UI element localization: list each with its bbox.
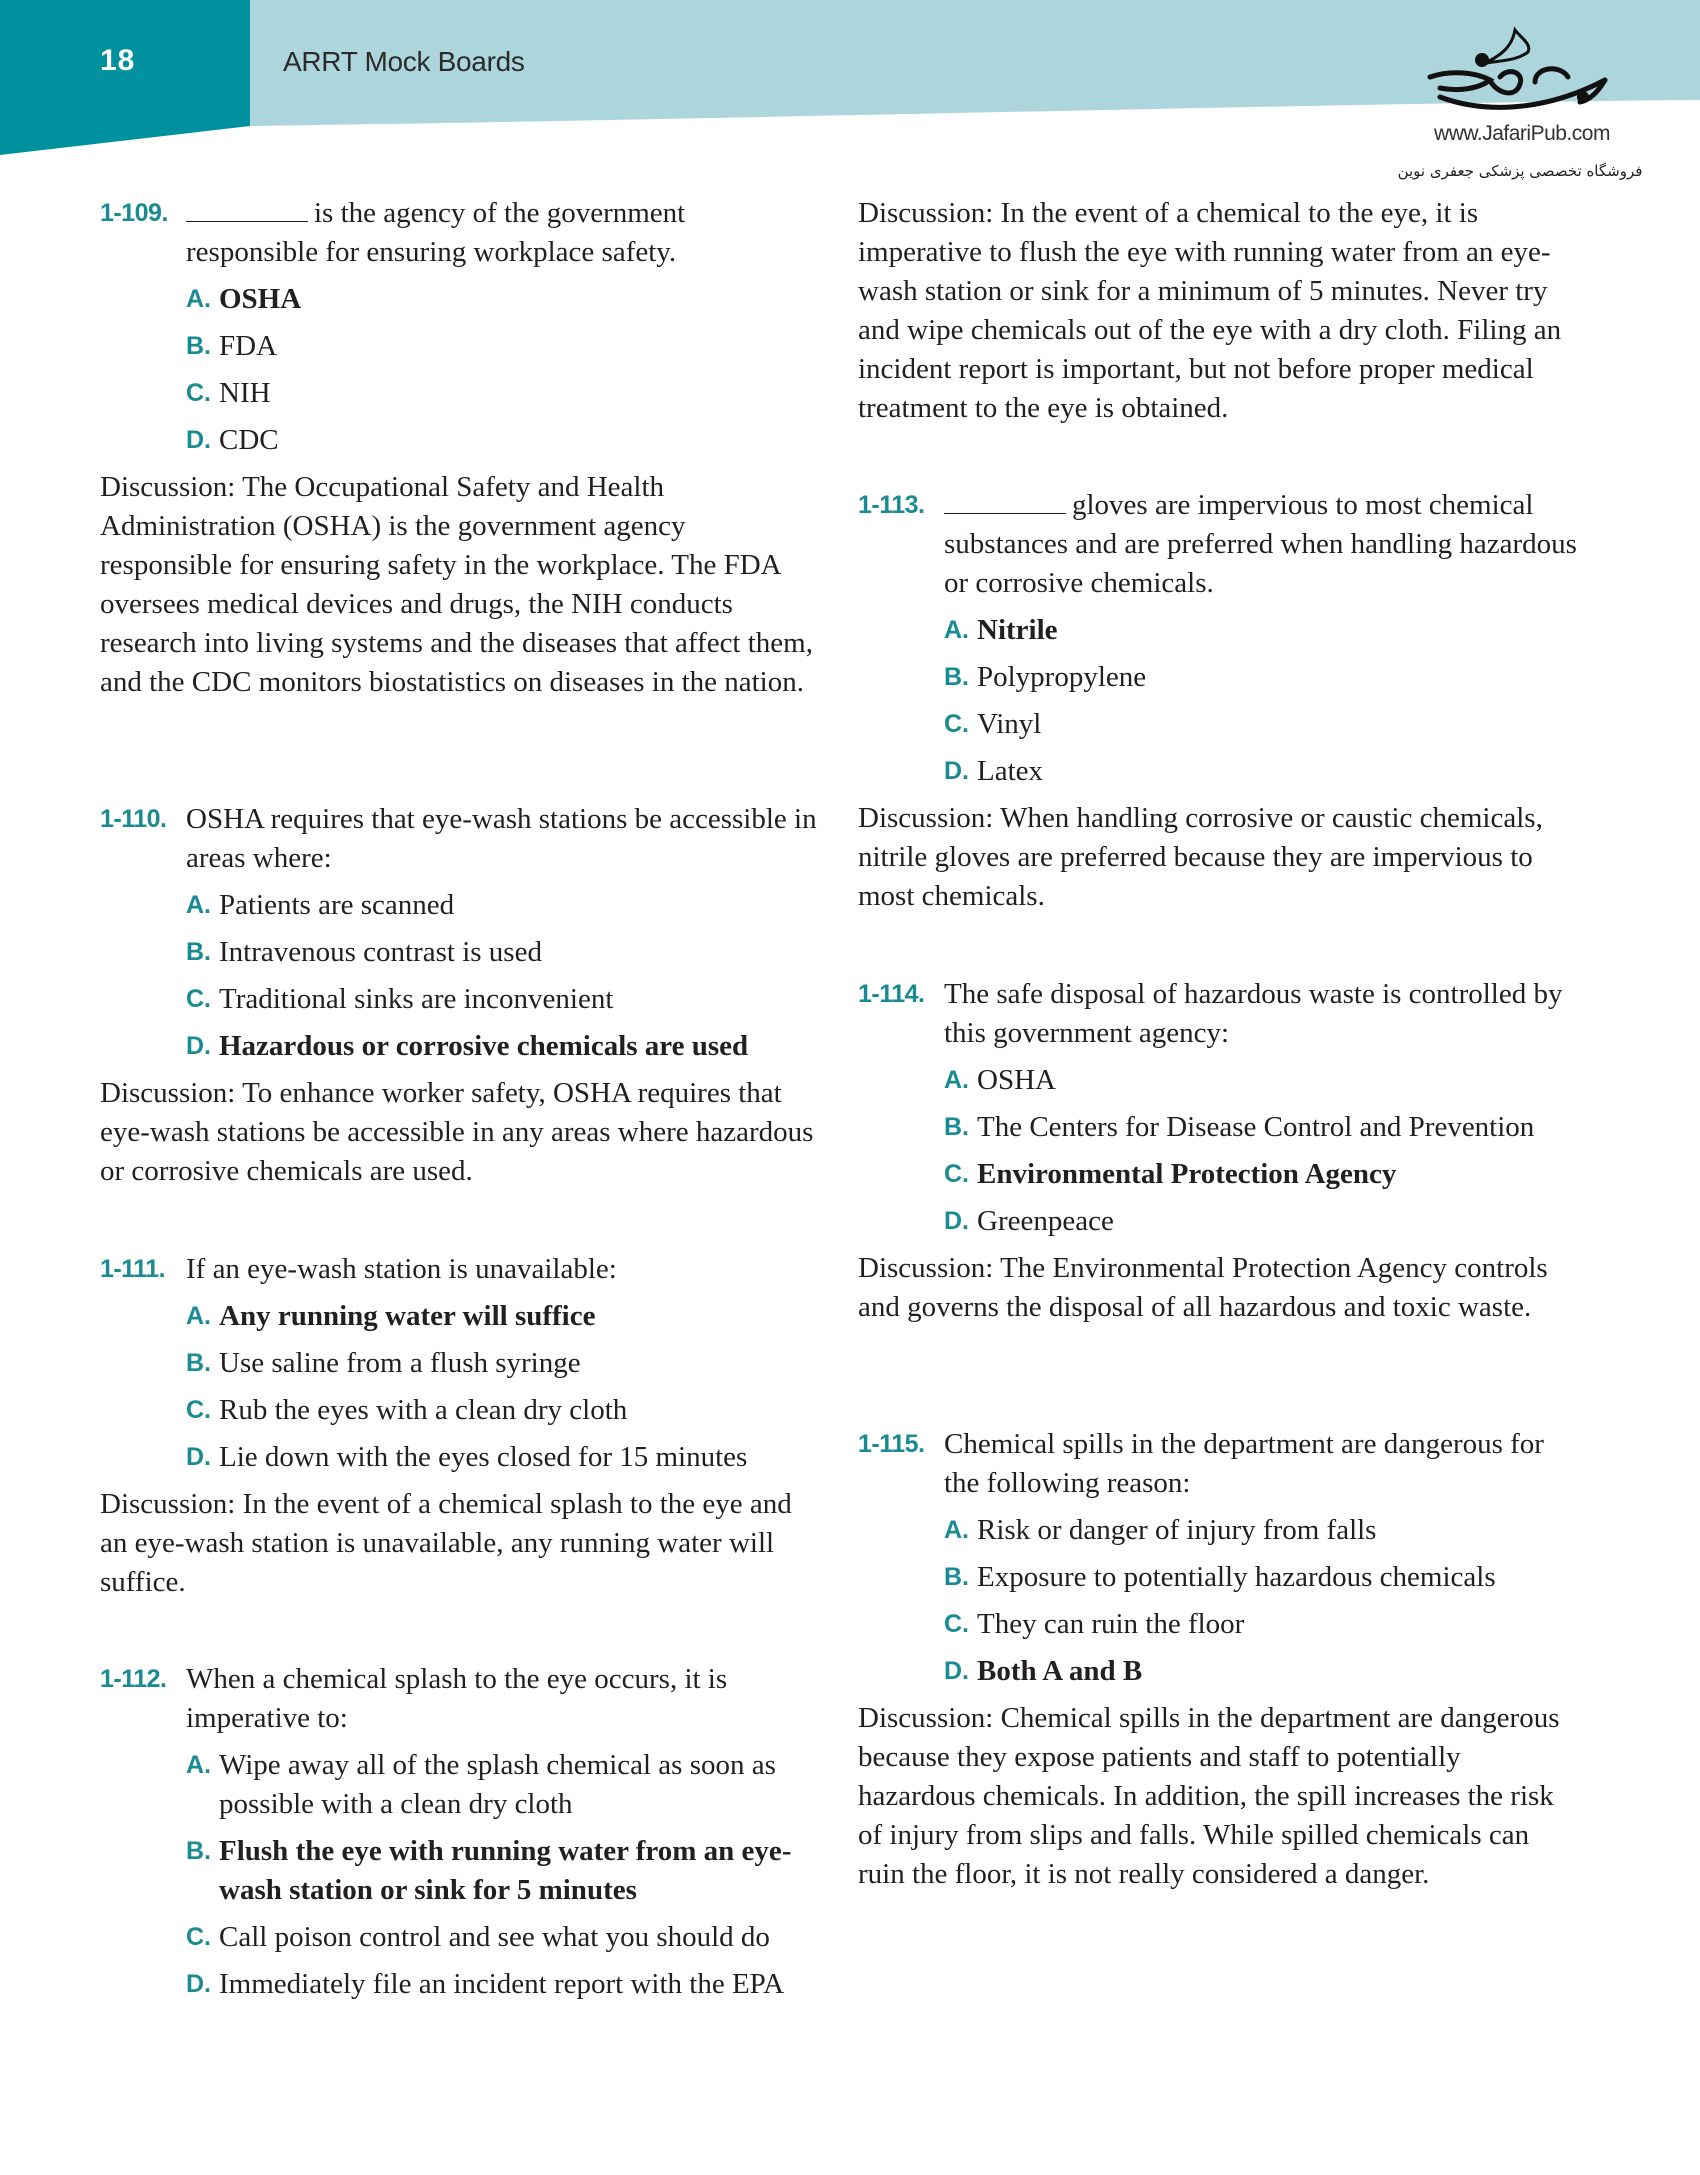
option-text: CDC — [219, 424, 279, 456]
option-letter: A. — [944, 616, 969, 644]
answer-option[interactable] — [100, 933, 820, 972]
question-1-113 — [858, 486, 1578, 916]
answer-option-correct[interactable] — [858, 1155, 1578, 1194]
answer-option[interactable] — [858, 658, 1578, 697]
option-letter: A. — [944, 1066, 969, 1094]
question-1-111 — [100, 1250, 820, 1602]
discussion-text: Discussion: The Occupational Safety and Health Administration (OSHA) is the government agency responsible for ensuring safety in the workplace. The FDA oversees medical devices and drugs, the NIH conducts research into living systems and the diseases that affect them, and the CDC monitors biostatistics on diseases in the nation. — [100, 471, 813, 698]
answer-option[interactable] — [858, 1108, 1578, 1147]
option-text: Environmental Protection Agency — [977, 1158, 1397, 1190]
option-text: Hazardous or corrosive chemicals are used — [219, 1030, 749, 1062]
answer-option-correct[interactable] — [858, 611, 1578, 650]
question-number: 1-112. — [100, 1665, 167, 1693]
option-letter: B. — [944, 1563, 969, 1591]
discussion-text: Discussion: In the event of a chemical to the eye, it is imperative to flush the eye with running water from an eye-wash station or sink for a minimum of 5 minutes. Never try and wipe chemicals out of the eye with a dry cloth. Filing an incident report is important, but not before proper medical treatment to the eye is obtained. — [858, 197, 1562, 424]
option-letter: D. — [186, 1443, 211, 1471]
answer-option[interactable] — [100, 1344, 820, 1383]
option-text: Latex — [977, 755, 1044, 787]
option-letter: C. — [186, 1396, 211, 1424]
option-letter: C. — [186, 985, 211, 1013]
option-letter: D. — [944, 1657, 969, 1685]
answer-option[interactable] — [100, 327, 820, 366]
option-text: Greenpeace — [977, 1205, 1114, 1237]
answer-option[interactable] — [858, 1061, 1578, 1100]
option-text: Vinyl — [977, 708, 1042, 740]
answer-option[interactable] — [858, 705, 1578, 744]
option-letter: D. — [186, 426, 211, 454]
discussion-text: Discussion: The Environmental Protection Agency controls and governs the disposal of all hazardous and toxic waste. — [858, 1252, 1548, 1323]
answer-option-correct[interactable] — [858, 1652, 1578, 1691]
question-text: When a chemical splash to the eye occurs, it is imperative to: — [186, 1663, 728, 1734]
option-letter: D. — [186, 1970, 211, 1998]
option-text: NIH — [219, 377, 271, 409]
answer-option[interactable] — [100, 1438, 820, 1477]
option-letter: B. — [944, 1113, 969, 1141]
answer-option[interactable] — [858, 1202, 1578, 1241]
option-text: Any running water will suffice — [219, 1300, 596, 1332]
option-text: Polypropylene — [977, 661, 1147, 693]
question-stem — [100, 800, 820, 878]
answer-option-correct[interactable] — [100, 1832, 820, 1910]
option-letter: B. — [186, 1837, 211, 1865]
discussion-text: Discussion: Chemical spills in the department are dangerous because they expose patients and staff to potentially hazardous chemicals. In addition, the spill increases the risk of injury from slips and falls. While spilled chemicals can ruin the floor, it is not really considered a danger. — [858, 1702, 1560, 1890]
answer-option-correct[interactable] — [100, 1027, 820, 1066]
running-title: ARRT Mock Boards — [283, 46, 525, 77]
answer-option[interactable] — [100, 1918, 820, 1957]
option-letter: C. — [944, 1160, 969, 1188]
question-number: 1-110. — [100, 805, 167, 833]
option-text: Use saline from a flush syringe — [219, 1347, 581, 1379]
option-letter: A. — [186, 891, 211, 919]
publisher-tagline: فروشگاه تخصصی پزشکی جعفری نوین — [1397, 162, 1643, 180]
option-letter: A. — [186, 1302, 211, 1330]
question-text: Chemical spills in the department are dangerous for the following reason: — [944, 1428, 1544, 1499]
question-1-112 — [100, 1660, 820, 2004]
option-text: They can ruin the floor — [977, 1608, 1245, 1640]
option-letter: A. — [944, 1516, 969, 1544]
option-letter: C. — [186, 379, 211, 407]
question-number: 1-111. — [100, 1255, 166, 1283]
question-stem — [100, 1660, 820, 1738]
option-letter: B. — [186, 332, 211, 360]
question-number: 1-109. — [100, 199, 168, 227]
question-1-109 — [100, 194, 820, 702]
question-stem — [858, 486, 1578, 603]
question-number: 1-115. — [858, 1430, 925, 1458]
option-text: OSHA — [219, 283, 302, 315]
question-text: If an eye-wash station is unavailable: — [186, 1253, 617, 1285]
option-letter: D. — [944, 1207, 969, 1235]
option-letter: A. — [186, 285, 211, 313]
answer-option[interactable] — [858, 1558, 1578, 1597]
option-text: OSHA — [977, 1064, 1056, 1096]
answer-option[interactable] — [100, 1965, 820, 2004]
answer-option-correct[interactable] — [100, 280, 820, 319]
question-stem — [858, 1425, 1578, 1503]
option-text: Exposure to potentially hazardous chemicals — [977, 1561, 1496, 1593]
option-text: Risk or danger of injury from falls — [977, 1514, 1377, 1546]
answer-option[interactable] — [100, 421, 820, 460]
question-number: 1-114. — [858, 980, 925, 1008]
answer-option[interactable] — [100, 886, 820, 925]
question-1-110 — [100, 800, 820, 1191]
fill-in-blank — [944, 487, 1066, 514]
fill-in-blank — [186, 195, 308, 222]
question-number: 1-113. — [858, 491, 925, 519]
option-text: Call poison control and see what you should do — [219, 1921, 770, 1953]
discussion-text: Discussion: When handling corrosive or caustic chemicals, nitrile gloves are preferred because they are impervious to most chemicals. — [858, 802, 1543, 912]
option-text: Intravenous contrast is used — [219, 936, 542, 968]
option-text: Traditional sinks are inconvenient — [219, 983, 614, 1015]
answer-option[interactable] — [100, 1391, 820, 1430]
option-text: Nitrile — [977, 614, 1058, 646]
question-text: OSHA requires that eye-wash stations be accessible in areas where: — [186, 803, 817, 874]
question-1-114 — [858, 975, 1578, 1327]
question-text: is the agency of the government responsible for ensuring workplace safety. — [186, 197, 686, 268]
answer-option[interactable] — [858, 752, 1578, 791]
discussion-text: Discussion: To enhance worker safety, OSHA requires that eye-wash stations be accessible in any areas where hazardous or corrosive chemicals are used. — [100, 1077, 814, 1187]
option-text: Rub the eyes with a clean dry cloth — [219, 1394, 628, 1426]
option-text: Both A and B — [977, 1655, 1143, 1687]
option-letter: B. — [186, 1349, 211, 1377]
calligraphy-logo-icon — [1420, 22, 1620, 122]
option-letter: C. — [944, 710, 969, 738]
page-number: 18 — [100, 44, 136, 77]
option-text: The Centers for Disease Control and Prevention — [977, 1111, 1535, 1143]
answer-option[interactable] — [100, 1746, 820, 1824]
option-letter: B. — [186, 938, 211, 966]
publisher-url[interactable]: www.JafariPub.com — [1434, 122, 1610, 145]
answer-option[interactable] — [100, 374, 820, 413]
option-text: Patients are scanned — [219, 889, 455, 921]
question-text: The safe disposal of hazardous waste is controlled by this government agency: — [944, 978, 1563, 1049]
discussion-text: Discussion: In the event of a chemical splash to the eye and an eye-wash station is unavailable, any running water will suffice. — [100, 1488, 792, 1598]
option-text: FDA — [219, 330, 278, 362]
question-1-115 — [858, 1425, 1578, 1894]
question-text: gloves are impervious to most chemical substances and are preferred when handling hazardous or corrosive chemicals. — [944, 489, 1577, 599]
question-stem — [858, 975, 1578, 1053]
answer-option[interactable] — [100, 980, 820, 1019]
option-text: Immediately file an incident report with the EPA — [219, 1968, 785, 2000]
answer-option[interactable] — [858, 1605, 1578, 1644]
option-letter: D. — [186, 1032, 211, 1060]
answer-option-correct[interactable] — [100, 1297, 820, 1336]
option-text: Wipe away all of the splash chemical as soon as possible with a clean dry cloth — [219, 1749, 776, 1820]
option-letter: C. — [186, 1923, 211, 1951]
question-stem — [100, 194, 820, 272]
option-letter: A. — [186, 1751, 211, 1779]
option-text: Lie down with the eyes closed for 15 minutes — [219, 1441, 748, 1473]
option-letter: B. — [944, 663, 969, 691]
option-letter: D. — [944, 757, 969, 785]
question-stem — [100, 1250, 820, 1289]
option-text: Flush the eye with running water from an eye-wash station or sink for 5 minutes — [219, 1835, 792, 1906]
answer-option[interactable] — [858, 1511, 1578, 1550]
discussion-1-112-continued — [858, 194, 1578, 428]
option-letter: C. — [944, 1610, 969, 1638]
